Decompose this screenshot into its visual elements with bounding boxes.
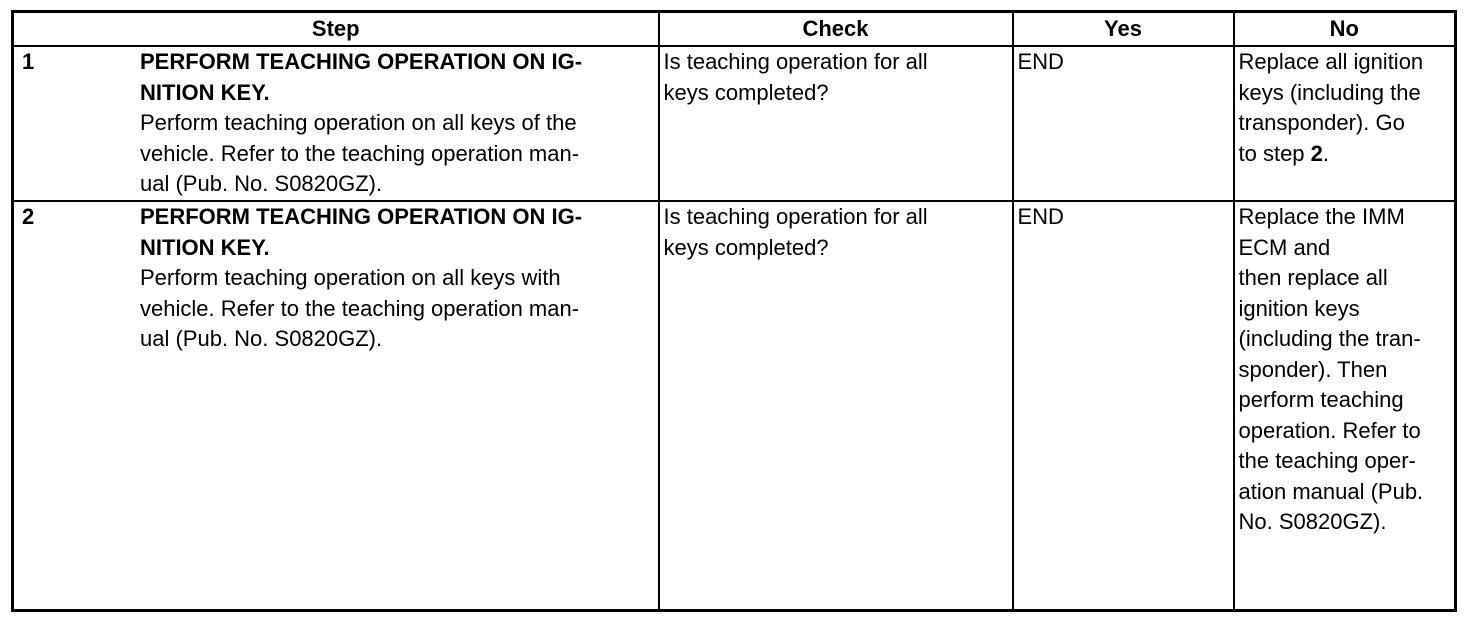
step-cell (13, 201, 659, 611)
header-step: Step (13, 12, 659, 47)
no-line: ation manual (Pub. (1238, 478, 1424, 504)
no-line: then replace all (1238, 265, 1388, 290)
no-line: sponder). Then (1238, 356, 1388, 382)
step-title-line: PERFORM TEACHING OPERATION ON IG- (140, 204, 583, 229)
step-body-line: Perform teaching operation on all keys with (140, 265, 561, 290)
step-body-line: vehicle. Refer to the teaching operation man- (140, 295, 580, 321)
step-title-line: NITION KEY. (140, 234, 270, 260)
table-row (13, 46, 1456, 201)
header-no: No (1234, 12, 1456, 47)
check-line: keys completed? (663, 79, 829, 105)
step-body-line: Perform teaching operation on all keys of the (140, 110, 577, 135)
goto-suffix: . (1322, 140, 1330, 166)
step-text (140, 47, 654, 200)
yes-cell: END (1013, 46, 1234, 201)
no-line: Replace the IMM (1238, 204, 1405, 229)
step-body-line: vehicle. Refer to the teaching operation man- (140, 140, 580, 166)
no-line: (including the tran- (1238, 326, 1421, 351)
step-title-line: PERFORM TEACHING OPERATION ON IG- (140, 49, 583, 74)
header-check: Check (659, 12, 1013, 47)
check-cell (659, 201, 1013, 611)
check-line: Is teaching operation for all (663, 204, 928, 229)
check-line: Is teaching operation for all (663, 49, 928, 74)
step-cell (13, 46, 659, 201)
no-line: operation. Refer to (1238, 417, 1421, 443)
no-line-goto (1239, 139, 1451, 170)
header-yes: Yes (1013, 12, 1234, 47)
no-line: No. S0820GZ). (1238, 509, 1387, 534)
header-row (13, 12, 1456, 47)
no-line: keys (including the (1238, 79, 1421, 105)
no-line: ignition keys (1238, 295, 1360, 321)
check-line: keys completed? (663, 234, 829, 260)
goto-step-number: 2 (1310, 140, 1323, 166)
step-number: 1 (22, 49, 35, 74)
no-cell (1234, 201, 1456, 611)
no-line: Replace all ignition (1238, 49, 1424, 74)
step-body-line: ual (Pub. No. S0820GZ). (140, 171, 383, 196)
check-cell (659, 46, 1013, 201)
table-row (13, 201, 1456, 611)
no-line: perform teaching (1238, 387, 1404, 412)
no-line: transponder). Go (1238, 110, 1405, 135)
step-body-line: ual (Pub. No. S0820GZ). (140, 326, 383, 351)
diagnosis-table (11, 10, 1457, 612)
step-title-line: NITION KEY. (140, 79, 270, 105)
step-number: 2 (22, 204, 35, 229)
yes-cell: END (1013, 201, 1234, 611)
no-cell (1234, 46, 1456, 201)
no-line: ECM and (1238, 234, 1331, 260)
no-line: the teaching oper- (1238, 448, 1416, 473)
goto-prefix: to step (1238, 140, 1311, 166)
step-text (140, 202, 654, 355)
